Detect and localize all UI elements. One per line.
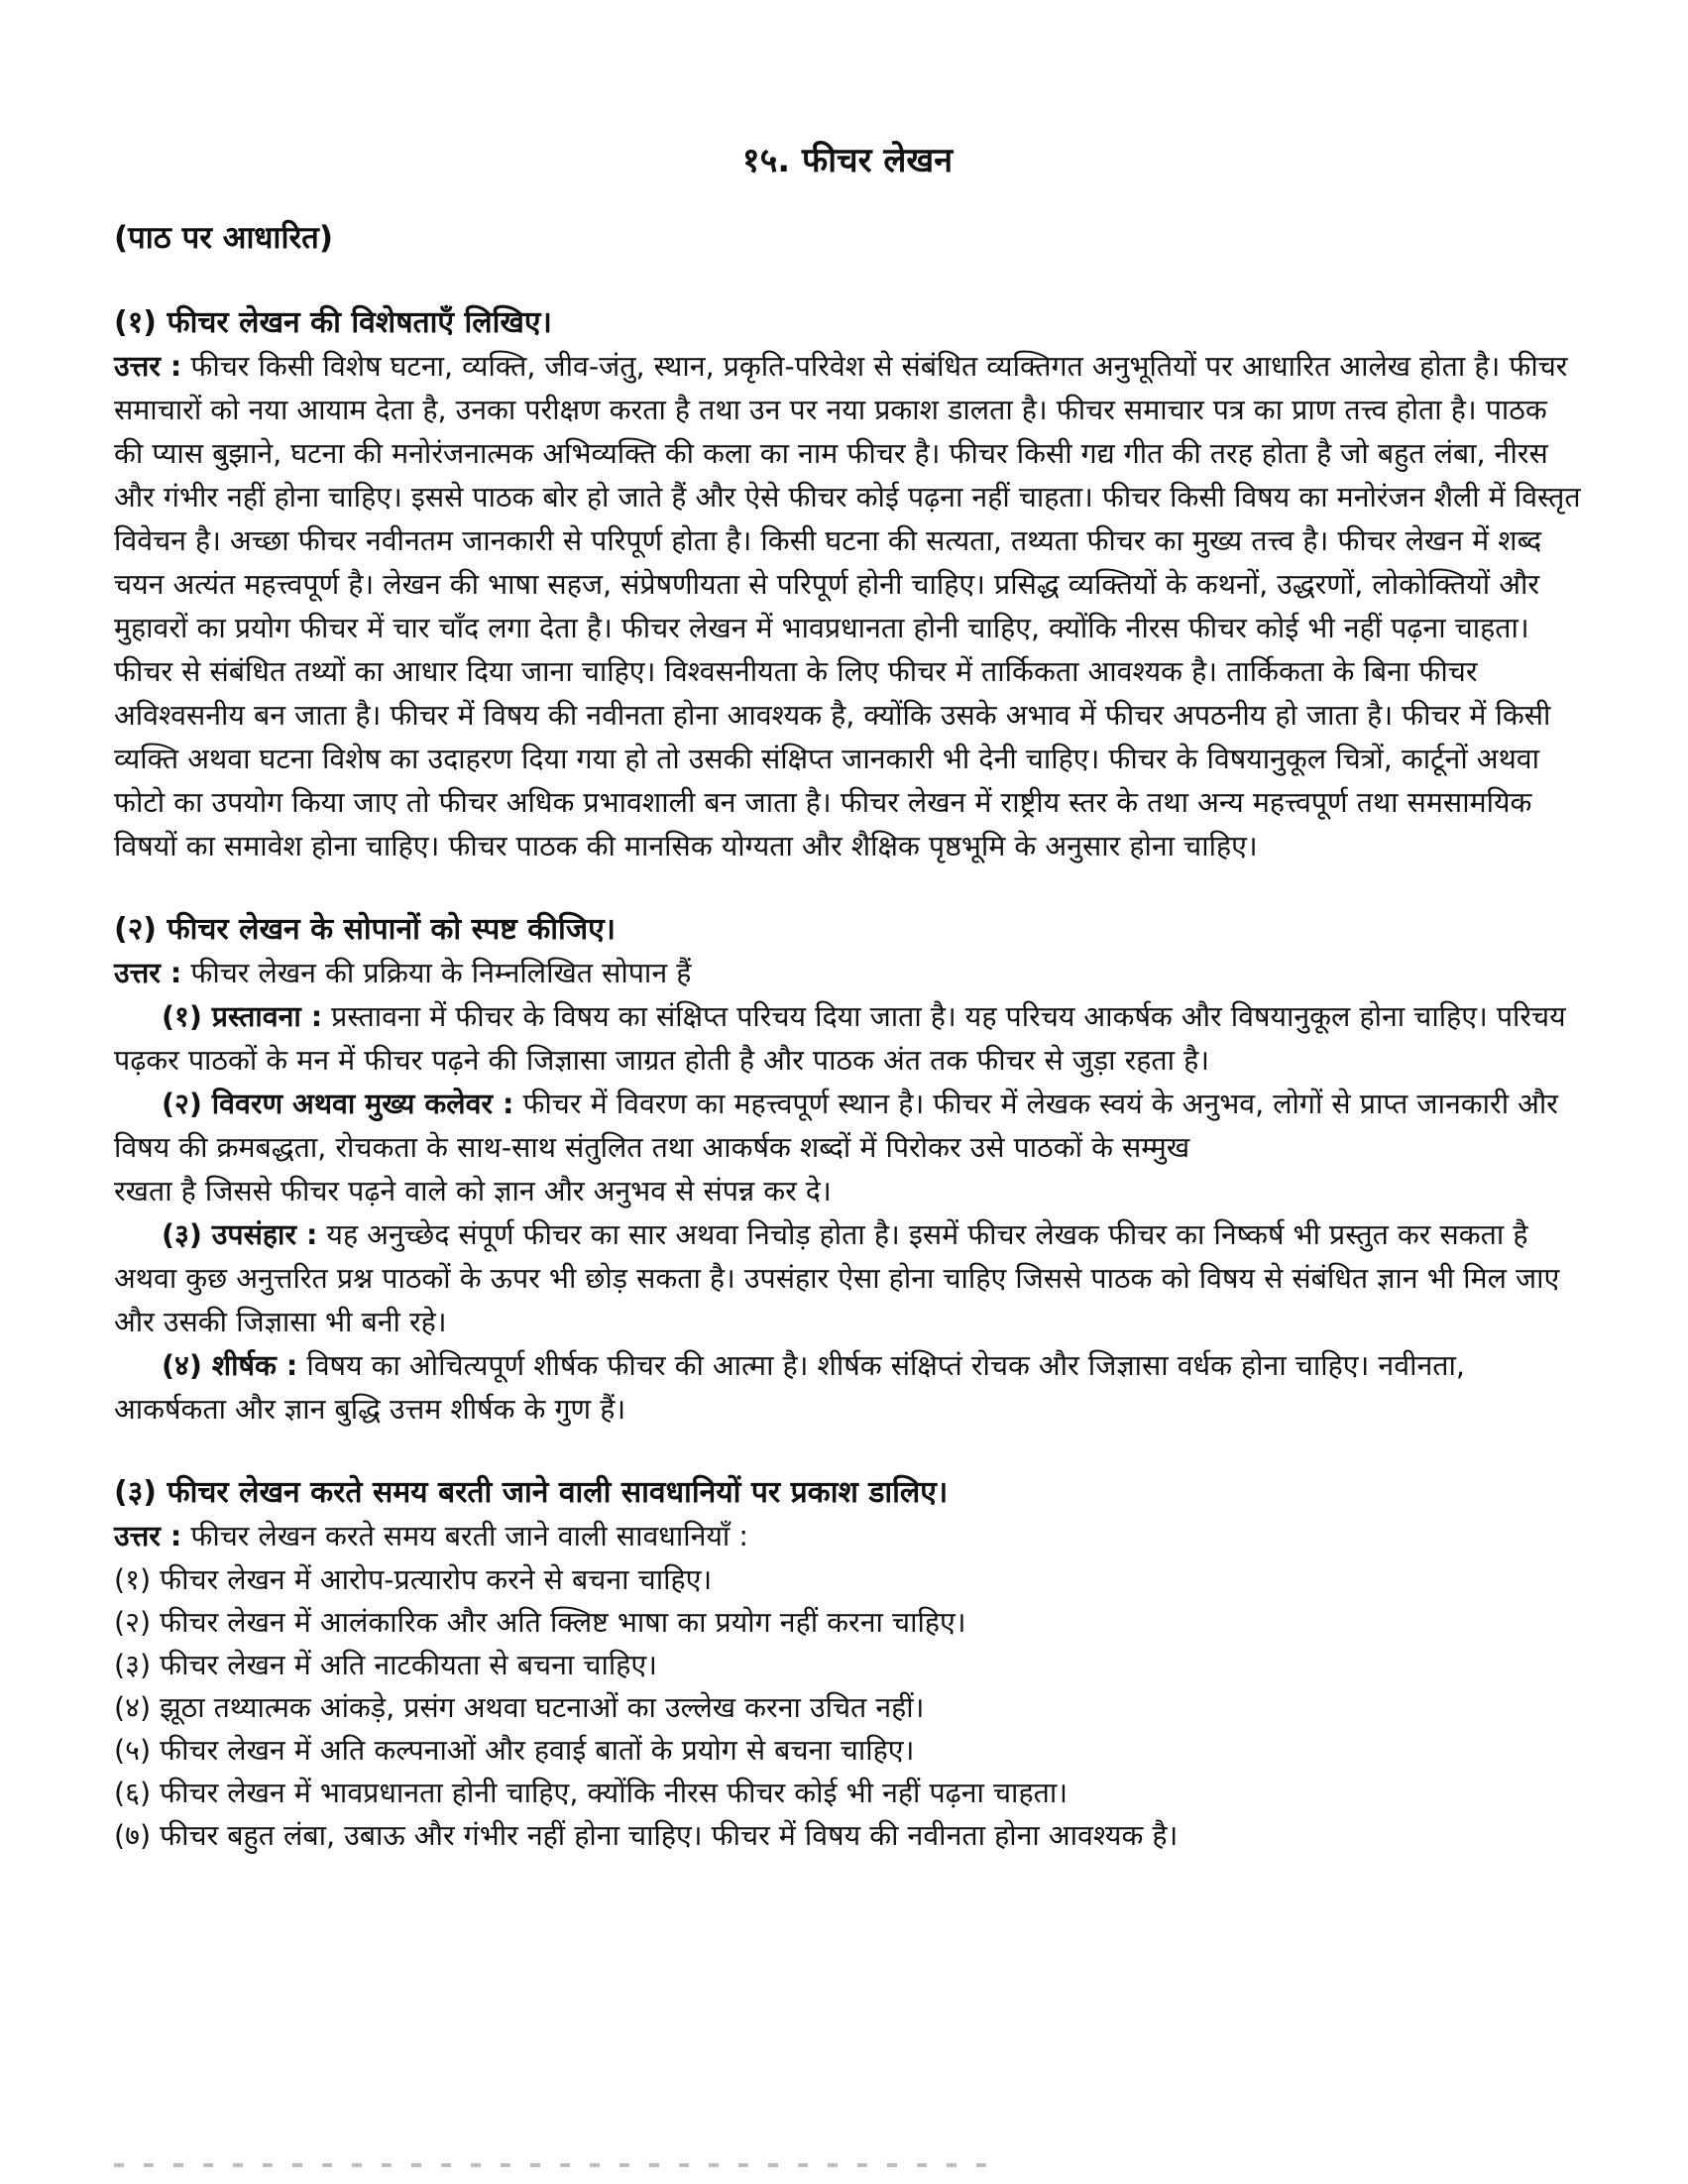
question-2-intro [114, 952, 1581, 995]
list-item: (४) झूठा तथ्यात्मक आंकड़े, प्रसंग अथवा घटनाओं का उल्लेख करना उचित नहीं। [114, 1691, 925, 1724]
question-1-heading: (१) फीचर लेखन की विशेषताएँ लिखिए। [114, 305, 552, 340]
document-page [114, 139, 1581, 1897]
list-item: (१) फीचर लेखन में आरोप-प्रत्यारोप करने से बचना चाहिए। [114, 1563, 713, 1596]
answer-label: उत्तर : [114, 957, 182, 989]
step-label: (१) प्रस्तावना : [162, 1000, 323, 1033]
step-1 [114, 995, 1581, 1083]
cut-off-text-line [114, 2161, 1006, 2169]
question-1-answer [114, 345, 1581, 868]
answer-label: उत्तर : [114, 350, 182, 383]
step-label: (३) उपसंहार : [162, 1218, 318, 1251]
question-2-heading: (२) फीचर लेखन के सोपानों को स्पष्ट कीजिए। [114, 912, 617, 947]
list-item: (२) फीचर लेखन में आलंकारिक और अति क्लिष्ट भाषा का प्रयोग नहीं करना चाहिए। [114, 1606, 966, 1639]
list-item: (७) फीचर बहुत लंबा, उबाऊ और गंभीर नहीं होना चाहिए। फीचर में विषय की नवीनता होना आवश्यक है। [114, 1819, 1179, 1852]
question-2-section [114, 908, 1581, 1432]
step-text: प्रस्तावना में फीचर के विषय का संक्षिप्त परिचय दिया जाता है। यह परिचय आकर्षक और विषयानुकूल होना चाहिए। परिचय पढ़कर पाठकों के मन में फीचर पढ़ने की जिज्ञासा जाग्रत होती है और पाठक अंत तक फीचर से जुड़ा रहता है। [114, 1000, 1566, 1077]
step-4 [114, 1344, 1581, 1432]
step-text: विषय का ओचित्यपूर्ण शीर्षक फीचर की आत्मा है। शीर्षक संक्षिप्तं रोचक और जिज्ञासा वर्धक होना चाहिए। नवीनता, आकर्षकता और ज्ञान बुद्धि उत्तम शीर्षक के गुण हैं। [114, 1349, 1465, 1426]
step-label: (२) विवरण अथवा मुख्य कलेवर : [162, 1088, 514, 1120]
step-3 [114, 1213, 1581, 1344]
question-3-intro [114, 1515, 1581, 1558]
step-text: यह अनुच्छेद संपूर्ण फीचर का सार अथवा निचोड़ होता है। इसमें फीचर लेखक फीचर का निष्कर्ष भी प्रस्तुत कर सकता है अथवा कुछ अनुत्तरित प्रश्न पाठकों के ऊपर भी छोड़ सकता है। उपसंहार ऐसा होना चाहिए जिससे पाठक को विषय से संबंधित ज्ञान भी मिल जाए और उसकी जिज्ञासा भी बनी रहे। [114, 1218, 1560, 1338]
answer-text: फीचर लेखन की प्रक्रिया के निम्नलिखित सोपान हैं [190, 957, 692, 989]
step-label: (४) शीर्षक : [162, 1349, 298, 1382]
answer-label: उत्तर : [114, 1520, 182, 1552]
list-item: (३) फीचर लेखन में अति नाटकीयता से बचना चाहिए। [114, 1649, 657, 1681]
step-text: फीचर में विवरण का महत्त्वपूर्ण स्थान है। फीचर में लेखक स्वयं के अनुभव, लोगों से प्राप्त जानकारी और विषय की क्रमबद्धता, रोचकता के साथ-साथ संतुलित तथा आकर्षक शब्दों में पिरोकर उसे पाठकों के सम्मुख [114, 1088, 1558, 1164]
page-title: १५. फीचर लेखन [741, 141, 954, 180]
answer-text: फीचर किसी विशेष घटना, व्यक्ति, जीव-जंतु, स्थान, प्रकृति-परिवेश से संबंधित व्यक्तिगत अनुभूतियों पर आधारित आलेख होता है। फीचर समाचारों को नया आयाम देता है, उनका परीक्षण करता है तथा उन पर नया प्रकाश डालता है। फीचर समाचार पत्र का प्राण तत्त्व होता है। पाठक की प्यास बुझाने, घटना की मनोरंजनात्मक अभिव्यक्ति की कला का नाम फीचर है। फीचर किसी गद्य गीत की तरह होता है जो बहुत लंबा, नीरस और गंभीर नहीं होना चाहिए। इससे पाठक बोर हो जाते हैं और ऐसे फीचर कोई पढ़ना नहीं चाहता। फीचर किसी विषय का मनोरंजन शैली में विस्तृत विवेचन है। अच्छा फीचर नवीनतम जानकारी से परिपूर्ण होता है। किसी घटना की सत्यता, तथ्यता फीचर का मुख्य तत्त्व है। फीचर लेखन में शब्द चयन अत्यंत महत्त्वपूर्ण है। लेखन की भाषा सहज, संप्रेषणीयता से परिपूर्ण होनी चाहिए। प्रसिद्ध व्यक्तियों के कथनों, उद्धरणों, लोकोक्तियों और मुहावरों का प्रयोग फीचर में चार चाँद लगा देता है। फीचर लेखन में भावप्रधानता होनी चाहिए, क्योंकि नीरस फीचर कोई भी नहीं पढ़ना चाहता। फीचर से संबंधित तथ्यों का आधार दिया जाना चाहिए। विश्वसनीयता के लिए फीचर में तार्किकता आवश्यक है। तार्किकता के बिना फीचर अविश्वसनीय बन जाता है। फीचर में विषय की नवीनता होना आवश्यक है, क्योंकि उसके अभाव में फीचर अपठनीय हो जाता है। फीचर में किसी व्यक्ति अथवा घटना विशेष का उदाहरण दिया गया हो तो उसकी संक्षिप्त जानकारी भी देनी चाहिए। फीचर के विषयानुकूल चित्रों, कार्टूनों अथवा फोटो का उपयोग किया जाए तो फीचर अधिक प्रभावशाली बन जाता है। फीचर लेखन में राष्ट्रीय स्तर के तथा अन्य महत्त्वपूर्ण तथा समसामयिक विषयों का समावेश होना चाहिए। फीचर पाठक की मानसिक योग्यता और शैक्षिक पृष्ठभूमि के अनुसार होना चाहिए। [114, 350, 1581, 862]
question-1-section [114, 301, 1581, 868]
list-item: (५) फीचर लेखन में अति कल्पनाओं और हवाई बातों के प्रयोग से बचना चाहिए। [114, 1734, 915, 1767]
page-subtitle: (पाठ पर आधारित) [114, 220, 334, 256]
step-2 [114, 1083, 1581, 1170]
question-3-heading: (३) फीचर लेखन करते समय बरती जाने वाली सावधानियों पर प्रकाश डालिए। [114, 1475, 949, 1510]
list-item: (६) फीचर लेखन में भावप्रधानता होनी चाहिए, क्योंकि नीरस फीचर कोई भी नहीं पढ़ना चाहता। [114, 1777, 1069, 1809]
step-2-continuation: रखता है जिससे फीचर पढ़ने वाले को ज्ञान और अनुभव से संपन्न कर दे। [114, 1175, 832, 1207]
question-3-section [114, 1471, 1581, 1857]
answer-text: फीचर लेखन करते समय बरती जाने वाली सावधानियाँ : [190, 1520, 748, 1552]
